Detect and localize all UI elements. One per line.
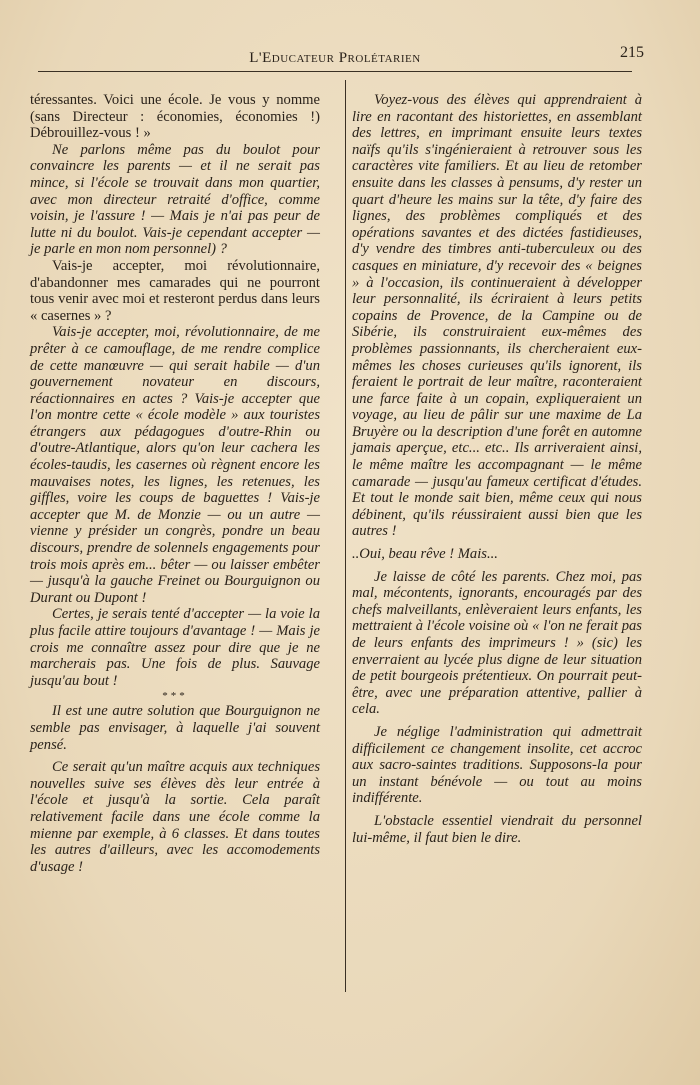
- paragraph: Voyez-vous des élèves qui apprendraient à lire en racontant des historiettes, en assemblant des lettres, en imprimant ensuite leurs textes naïfs qu'ils s'ingénieraient à retrouver sous les caractères vite familiers. Et au lieu de retomber ensuite dans les classes à pensums, d'y rester un quart d'heure les mains sur la tête, d'y faire des lignes, des problèmes compliqués et des opérations savantes et des dictées fastidieuses, d'y vendre des timbres anti-tuberculeux ou des casques en miniature, d'y recevoir des « beignes » à l'occasion, ils continueraient à développer leur personnalité, ils écriraient à leurs petits copains de Provence, de la Campine ou de Sibérie, ils construiraient eux-mêmes des problèmes passionnants, ils chercheraient eux-mêmes les choses curieuses qu'ils ignorent, ils feraient le portrait de leur maître, raconteraient une farce faite à un copain, expliqueraient un voyage, au lieu de pâlir sur une maxime de La Bruyère ou la description d'une forêt en automne jamais aperçue, etc... etc.. Ils arriveraient ainsi, le même maître les accompagnant — le même camarade — jusqu'au fameux certificat d'études. Et tout le monde sait bien, même ceux qui nous débinent, qu'ils réussiraient aussi bien que les autres !: [352, 92, 642, 540]
- paragraph: Je laisse de côté les parents. Chez moi, pas mal, mécontents, ignorants, encouragés par des chefs malveillants, enlèveraient leurs enfants, les mettraient à l'école voisine où « l'on ne ferait pas de leurs enfants des imprimeurs ! » (sic) les enverraient au lycée plus digne de leur situation de petit bourgeois prétentieux. On pourrait peut-être, avec une préparation attentive, pallier à cela.: [352, 568, 642, 718]
- paragraph: Ne parlons même pas du boulot pour convaincre les parents — et il ne serait pas mince, si l'école se trouvait dans mon quartier, avec mon directeur retraité d'office, comme voisin, je l'assure ! — Mais je n'ai pas peur de lutte ni du boulot. Vais-je cependant accepter — je parle en mon nom personnel) ?: [30, 141, 320, 258]
- header-rule: [38, 71, 632, 72]
- paragraph: Certes, je serais tenté d'accepter — la voie la plus facile attire toujours d'avantage ! — Mais je crois me connaître assez pour dire que je ne marcherais pas. Une fois de plus. Sauvage jusqu'au bout !: [30, 606, 320, 689]
- column-divider: [345, 80, 346, 992]
- right-column: [352, 92, 642, 846]
- left-column: [30, 92, 320, 875]
- running-header: [38, 44, 644, 70]
- page-number: 215: [620, 44, 644, 61]
- journal-title: L'Educateur Prolétarien: [249, 50, 421, 66]
- paragraph: Je néglige l'administration qui admettrait difficilement ce changement insolite, cet accroc aux sacro-saintes traditions. Supposons-la pour un instant bénévole — ou tout au moins indifférente.: [352, 723, 642, 807]
- paragraph: Il est une autre solution que Bourguignon ne semble pas envisager, à laquelle j'ai souvent pensé.: [30, 703, 320, 753]
- paragraph: ..Oui, beau rêve ! Mais...: [352, 546, 498, 563]
- section-separator: ***: [162, 690, 188, 703]
- paragraph: téressantes. Voici une école. Je vous y nomme (sans Directeur : économies, économies !) Débrouillez-vous ! »: [30, 92, 320, 142]
- paragraph: Vais-je accepter, moi révolutionnaire, d'abandonner mes camarades qui ne pourront tous venir avec moi et resteront perdus dans leurs « casernes » ?: [30, 257, 320, 324]
- paragraph: Vais-je accepter, moi, révolutionnaire, de me prêter à ce camouflage, de me rendre complice de cette manœuvre — qui serait habile — d'un gouvernement novateur en discours, réactionnaires en actes ? Vais-je accepter que l'on montre cette « école modèle » aux touristes étrangers aux pédagogues d'outre-Rhin ou d'outre-Atlantique, alors qu'on leur cachera les écoles-taudis, les casernes où règnent encore les mauvaises notes, les lignes, les retenues, les giffles, voire les coups de baguettes ! Vais-je accepter que M. de Monzie — ou un autre — vienne y présider un congrès, pondre un beau discours, prendre de solennels engagements pour trois mois après em... bêter — ou laisser embêter — jusqu'à la gauche Freinet ou Bourguignon ou Durant ou Dupont !: [30, 324, 320, 606]
- paragraph: Ce serait qu'un maître acquis aux techniques nouvelles suive ses élèves dès leur entrée à l'école et jusqu'à la sortie. Cela paraît relativement facile dans une école comme la mienne par exemple, à 6 classes. Et dans toutes les autres d'ailleurs, avec les accomodements d'usage !: [30, 759, 320, 875]
- paragraph: L'obstacle essentiel viendrait du personnel lui-même, il faut bien le dire.: [352, 812, 642, 846]
